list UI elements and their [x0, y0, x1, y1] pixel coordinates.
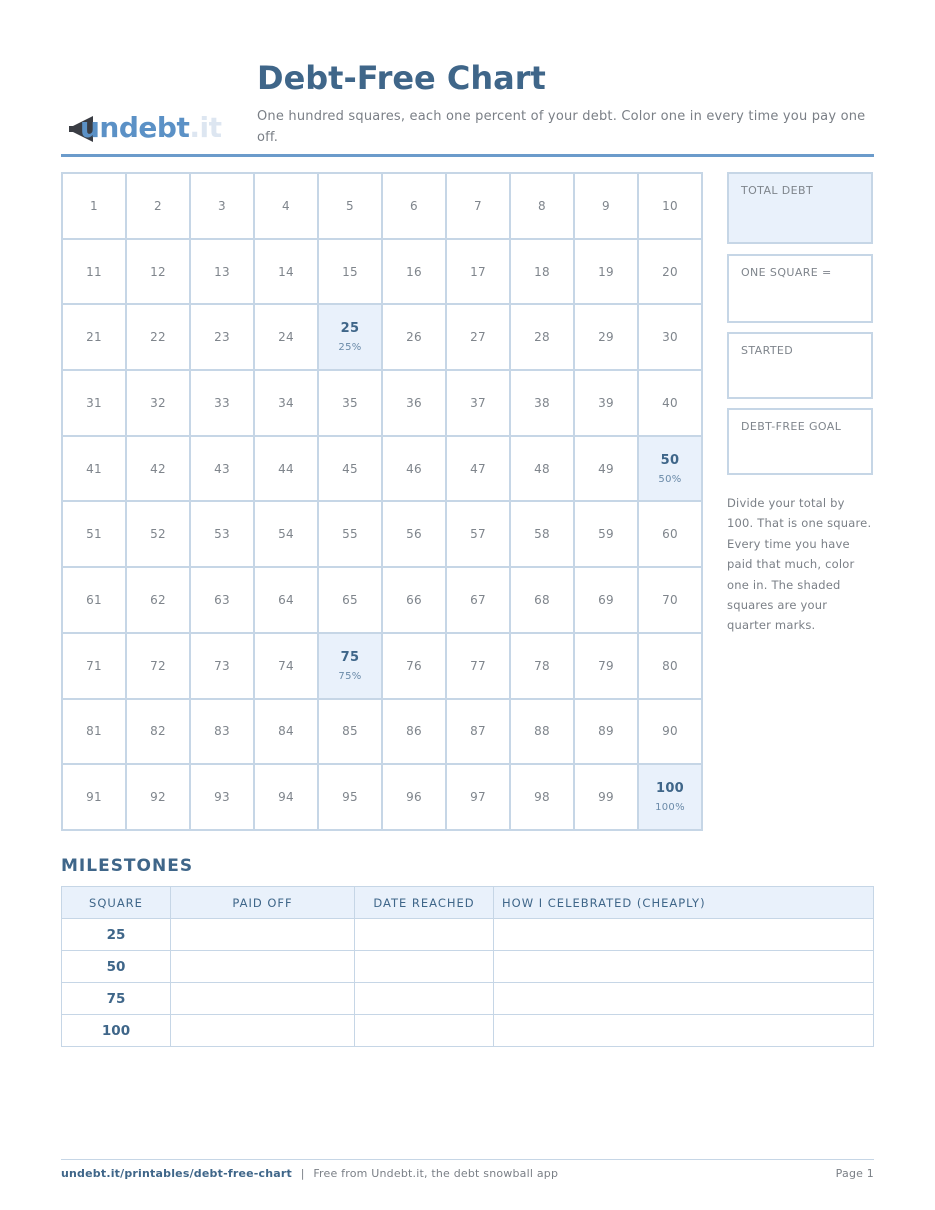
square-number: 80: [662, 658, 678, 673]
debt-square[interactable]: [447, 634, 511, 700]
debt-square[interactable]: [511, 765, 575, 831]
started-label: STARTED: [741, 344, 794, 357]
square-number: 32: [150, 395, 166, 410]
square-number: 36: [406, 395, 422, 410]
debt-square[interactable]: [63, 765, 127, 831]
square-number: 11: [86, 264, 102, 279]
debt-square[interactable]: [575, 437, 639, 503]
footer-divider: [61, 1159, 874, 1160]
debt-square[interactable]: [383, 305, 447, 371]
square-number: 64: [278, 593, 294, 608]
square-number: 70: [662, 593, 678, 608]
square-number: 26: [406, 330, 422, 345]
square-number: 58: [534, 527, 550, 542]
square-number: 72: [150, 658, 166, 673]
square-number: 81: [86, 724, 102, 739]
debt-square[interactable]: [383, 437, 447, 503]
celebration-cell[interactable]: [494, 1015, 874, 1047]
debt-square[interactable]: [191, 502, 255, 568]
debt-square[interactable]: [319, 634, 383, 700]
square-number: 48: [534, 461, 550, 476]
debt-square[interactable]: [511, 568, 575, 634]
square-number: 3: [218, 198, 226, 213]
square-number: 76: [406, 658, 422, 673]
milestones-heading: MILESTONES: [61, 856, 194, 876]
quarter-mark-percent: 25%: [338, 342, 362, 354]
square-number: 19: [598, 264, 614, 279]
debt-square[interactable]: [511, 174, 575, 240]
debt-square[interactable]: [319, 568, 383, 634]
square-number: 93: [214, 790, 230, 805]
square-number: 52: [150, 527, 166, 542]
square-number: 34: [278, 395, 294, 410]
debt-square[interactable]: [639, 765, 703, 831]
date-reached-cell[interactable]: [355, 1015, 494, 1047]
debt-square[interactable]: [191, 765, 255, 831]
debt-square[interactable]: [191, 634, 255, 700]
debt-square[interactable]: [319, 240, 383, 306]
debt-square[interactable]: [319, 305, 383, 371]
square-number: 88: [534, 724, 550, 739]
square-number: 91: [86, 790, 102, 805]
debt-square[interactable]: [383, 700, 447, 766]
debt-square[interactable]: [575, 765, 639, 831]
debt-square[interactable]: [639, 174, 703, 240]
square-number: 55: [342, 527, 358, 542]
square-number: 14: [278, 264, 294, 279]
celebration-cell[interactable]: [494, 951, 874, 983]
date-reached-cell[interactable]: [355, 951, 494, 983]
debt-square[interactable]: [191, 371, 255, 437]
square-number: 43: [214, 461, 230, 476]
square-number: 77: [470, 658, 486, 673]
debt-square[interactable]: [255, 371, 319, 437]
debt-square[interactable]: [127, 765, 191, 831]
footer-text: Free from Undebt.it, the debt snowball app: [313, 1167, 559, 1180]
square-number: 10: [662, 198, 678, 213]
column-header-square: SQUARE: [62, 887, 171, 919]
debt-square[interactable]: [383, 568, 447, 634]
debt-square[interactable]: [191, 437, 255, 503]
debt-square[interactable]: [447, 437, 511, 503]
square-number: 35: [342, 395, 358, 410]
debt-free-goal-label: DEBT-FREE GOAL: [741, 420, 842, 433]
table-header-row: [62, 887, 874, 919]
square-number: 9: [602, 198, 610, 213]
debt-square[interactable]: [255, 700, 319, 766]
celebration-cell[interactable]: [494, 983, 874, 1015]
square-number: 66: [406, 593, 422, 608]
square-number: 95: [342, 790, 358, 805]
square-number: 37: [470, 395, 486, 410]
debt-square[interactable]: [511, 305, 575, 371]
square-number: 71: [86, 658, 102, 673]
square-number: 33: [214, 395, 230, 410]
debt-square[interactable]: [447, 240, 511, 306]
one-square-box[interactable]: [727, 254, 873, 323]
square-number: 8: [538, 198, 546, 213]
debt-square[interactable]: [447, 765, 511, 831]
debt-square[interactable]: [383, 174, 447, 240]
square-number: 57: [470, 527, 486, 542]
milestone-square: 75: [62, 983, 171, 1015]
debt-square[interactable]: [639, 634, 703, 700]
one-square-label: ONE SQUARE =: [741, 266, 832, 279]
square-number: 78: [534, 658, 550, 673]
square-number: 84: [278, 724, 294, 739]
milestone-square: 25: [62, 919, 171, 951]
debt-square[interactable]: [511, 700, 575, 766]
debt-square[interactable]: [319, 502, 383, 568]
celebration-cell[interactable]: [494, 919, 874, 951]
quarter-mark-percent: 100%: [655, 802, 685, 814]
debt-square[interactable]: [575, 174, 639, 240]
square-number: 61: [86, 593, 102, 608]
square-number: 18: [534, 264, 550, 279]
debt-square[interactable]: [63, 700, 127, 766]
square-number: 6: [410, 198, 418, 213]
debt-square[interactable]: [127, 240, 191, 306]
debt-square[interactable]: [447, 305, 511, 371]
square-number: 92: [150, 790, 166, 805]
square-number: 96: [406, 790, 422, 805]
debt-square[interactable]: [447, 568, 511, 634]
debt-square[interactable]: [639, 700, 703, 766]
square-number: 5: [346, 198, 354, 213]
debt-square[interactable]: [63, 371, 127, 437]
debt-square[interactable]: [127, 700, 191, 766]
square-number: 28: [534, 330, 550, 345]
square-number: 75: [340, 649, 360, 665]
debt-square[interactable]: [63, 174, 127, 240]
column-header-celebration: HOW I CELEBRATED (CHEAPLY): [494, 887, 874, 919]
square-number: 83: [214, 724, 230, 739]
date-reached-cell[interactable]: [355, 919, 494, 951]
square-number: 67: [470, 593, 486, 608]
square-number: 56: [406, 527, 422, 542]
square-number: 49: [598, 461, 614, 476]
square-number: 31: [86, 395, 102, 410]
quarter-mark-percent: 50%: [658, 473, 682, 485]
debt-square[interactable]: [383, 502, 447, 568]
square-number: 45: [342, 461, 358, 476]
debt-square[interactable]: [63, 634, 127, 700]
page-subtitle: One hundred squares, each one percent of your debt. Color one in every time you pay one off.: [257, 109, 866, 145]
square-number: 65: [342, 593, 358, 608]
debt-square[interactable]: [191, 305, 255, 371]
debt-square[interactable]: [639, 371, 703, 437]
debt-free-goal-box[interactable]: [727, 408, 873, 475]
column-header-paid-off: PAID OFF: [171, 887, 355, 919]
debt-square[interactable]: [191, 174, 255, 240]
square-number: 82: [150, 724, 166, 739]
debt-square[interactable]: [447, 371, 511, 437]
debt-square[interactable]: [255, 502, 319, 568]
debt-square[interactable]: [63, 502, 127, 568]
debt-square[interactable]: [383, 240, 447, 306]
debt-square[interactable]: [127, 502, 191, 568]
square-number: 68: [534, 593, 550, 608]
square-number: 53: [214, 527, 230, 542]
debt-square[interactable]: [639, 305, 703, 371]
debt-square[interactable]: [127, 174, 191, 240]
debt-square[interactable]: [447, 502, 511, 568]
debt-square[interactable]: [639, 437, 703, 503]
page-number: Page 1: [835, 1167, 874, 1180]
debt-square[interactable]: [127, 634, 191, 700]
date-reached-cell[interactable]: [355, 983, 494, 1015]
square-number: 46: [406, 461, 422, 476]
instructions-note: Divide your total by 100. That is one square. Every time you have paid that much, color one in. The shaded squares are your quarter marks.: [727, 496, 872, 633]
square-number: 20: [662, 264, 678, 279]
table-row: [62, 1015, 874, 1047]
debt-square[interactable]: [319, 174, 383, 240]
debt-square[interactable]: [255, 568, 319, 634]
square-number: 89: [598, 724, 614, 739]
debt-square[interactable]: [255, 437, 319, 503]
milestone-square: 100: [62, 1015, 171, 1047]
debt-square[interactable]: [383, 634, 447, 700]
debt-square[interactable]: [191, 240, 255, 306]
debt-square[interactable]: [127, 568, 191, 634]
footer-separator: |: [300, 1167, 305, 1180]
square-number: 74: [278, 658, 294, 673]
paid-off-cell[interactable]: [171, 1015, 355, 1047]
debt-square[interactable]: [255, 305, 319, 371]
debt-square[interactable]: [575, 568, 639, 634]
total-debt-label: TOTAL DEBT: [741, 184, 814, 197]
footer-url[interactable]: undebt.it/printables/debt-free-chart: [61, 1167, 292, 1180]
debt-square[interactable]: [383, 371, 447, 437]
square-number: 7: [474, 198, 482, 213]
logo-text: undebt.it: [80, 111, 222, 144]
square-number: 59: [598, 527, 614, 542]
square-number: 63: [214, 593, 230, 608]
square-number: 97: [470, 790, 486, 805]
debt-square[interactable]: [255, 765, 319, 831]
header-divider: [61, 154, 874, 157]
square-number: 98: [534, 790, 550, 805]
square-number: 50: [660, 452, 680, 468]
debt-square[interactable]: [511, 371, 575, 437]
square-number: 44: [278, 461, 294, 476]
square-number: 69: [598, 593, 614, 608]
debt-square[interactable]: [255, 174, 319, 240]
square-number: 15: [342, 264, 358, 279]
debt-square[interactable]: [63, 305, 127, 371]
debt-square[interactable]: [319, 700, 383, 766]
square-number: 51: [86, 527, 102, 542]
debt-square[interactable]: [127, 305, 191, 371]
debt-square[interactable]: [511, 634, 575, 700]
square-number: 79: [598, 658, 614, 673]
page-title: Debt-Free Chart: [257, 59, 546, 97]
debt-square[interactable]: [511, 437, 575, 503]
square-number: 39: [598, 395, 614, 410]
debt-square[interactable]: [575, 502, 639, 568]
square-number: 16: [406, 264, 422, 279]
square-number: 23: [214, 330, 230, 345]
square-number: 60: [662, 527, 678, 542]
debt-square[interactable]: [447, 174, 511, 240]
square-number: 21: [86, 330, 102, 345]
square-number: 94: [278, 790, 294, 805]
square-number: 30: [662, 330, 678, 345]
debt-square[interactable]: [255, 240, 319, 306]
debt-square[interactable]: [575, 700, 639, 766]
square-number: 27: [470, 330, 486, 345]
debt-square[interactable]: [319, 765, 383, 831]
square-number: 86: [406, 724, 422, 739]
footer: [61, 1167, 874, 1180]
square-number: 87: [470, 724, 486, 739]
square-number: 99: [598, 790, 614, 805]
debt-square[interactable]: [127, 371, 191, 437]
debt-square[interactable]: [447, 700, 511, 766]
debt-square[interactable]: [575, 305, 639, 371]
debt-square[interactable]: [639, 502, 703, 568]
column-header-date-reached: DATE REACHED: [355, 887, 494, 919]
square-number: 1: [90, 198, 98, 213]
debt-square[interactable]: [511, 240, 575, 306]
debt-square[interactable]: [63, 437, 127, 503]
square-number: 47: [470, 461, 486, 476]
debt-square[interactable]: [191, 700, 255, 766]
debt-square[interactable]: [127, 437, 191, 503]
debt-square[interactable]: [63, 568, 127, 634]
debt-square[interactable]: [575, 371, 639, 437]
square-number: 12: [150, 264, 166, 279]
debt-square[interactable]: [639, 240, 703, 306]
debt-square[interactable]: [191, 568, 255, 634]
paid-off-cell[interactable]: [171, 983, 355, 1015]
square-number: 38: [534, 395, 550, 410]
debt-square[interactable]: [63, 240, 127, 306]
debt-square[interactable]: [511, 502, 575, 568]
square-number: 24: [278, 330, 294, 345]
debt-square[interactable]: [575, 634, 639, 700]
square-number: 42: [150, 461, 166, 476]
square-number: 100: [655, 781, 685, 797]
square-number: 85: [342, 724, 358, 739]
square-number: 17: [470, 264, 486, 279]
paid-off-cell[interactable]: [171, 919, 355, 951]
square-number: 90: [662, 724, 678, 739]
square-number: 73: [214, 658, 230, 673]
debt-square[interactable]: [383, 765, 447, 831]
paid-off-cell[interactable]: [171, 951, 355, 983]
square-number: 22: [150, 330, 166, 345]
table-row: [62, 951, 874, 983]
debt-square[interactable]: [319, 371, 383, 437]
milestone-square: 50: [62, 951, 171, 983]
logo: [68, 108, 228, 148]
debt-square[interactable]: [575, 240, 639, 306]
square-number: 2: [154, 198, 162, 213]
debt-square[interactable]: [319, 437, 383, 503]
square-number: 62: [150, 593, 166, 608]
square-number: 29: [598, 330, 614, 345]
square-number: 13: [214, 264, 230, 279]
table-row: [62, 983, 874, 1015]
table-row: [62, 919, 874, 951]
total-debt-box[interactable]: [727, 172, 873, 244]
started-box[interactable]: [727, 332, 873, 399]
square-number: 54: [278, 527, 294, 542]
milestones-table: [61, 886, 874, 1047]
square-number: 41: [86, 461, 102, 476]
quarter-mark-percent: 75%: [338, 670, 362, 682]
debt-square[interactable]: [639, 568, 703, 634]
debt-square-grid: [61, 172, 703, 831]
square-number: 40: [662, 395, 678, 410]
debt-square[interactable]: [255, 634, 319, 700]
square-number: 4: [282, 198, 290, 213]
square-number: 25: [340, 321, 360, 337]
